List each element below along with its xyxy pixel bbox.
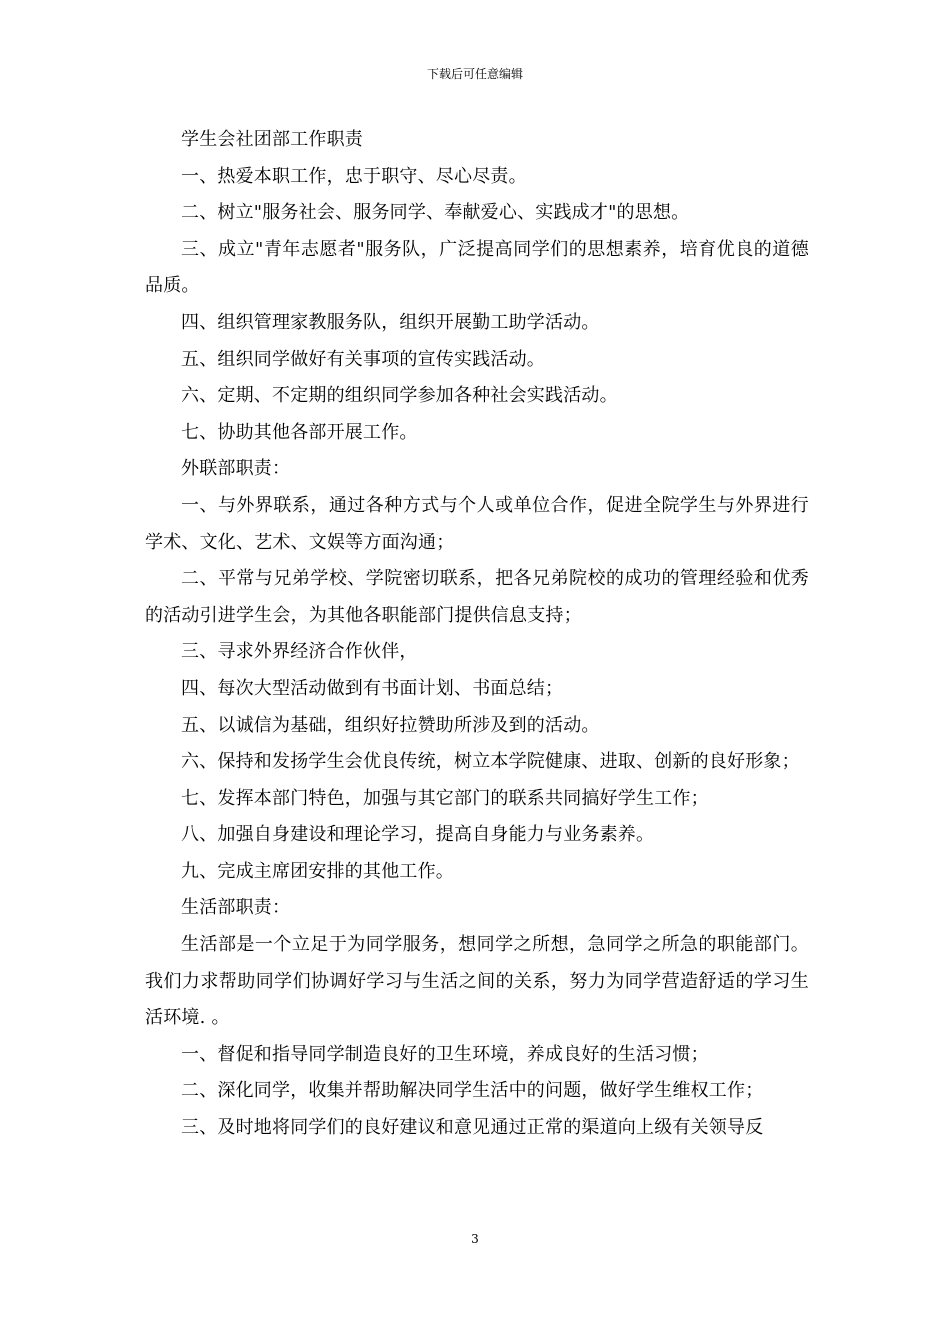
page-number: 3 — [471, 1232, 479, 1246]
paragraph: 五、组织同学做好有关事项的宣传实践活动。 — [181, 348, 545, 370]
paragraph: 三、成立"青年志愿者"服务队，广泛提高同学们的思想素养，培育优良的道德品质。 — [145, 238, 809, 297]
paragraph: 一、督促和指导同学制造良好的卫生环境，养成良好的生活习惯； — [181, 1043, 709, 1065]
page-header: 下载后可任意编辑 — [426, 67, 523, 81]
paragraph: 二、树立"服务社会、服务同学、奉献爱心、实践成才"的思想。 — [181, 202, 690, 224]
document-body — [145, 122, 809, 1147]
paragraph: 一、与外界联系，通过各种方式与个人或单位合作，促进全院学生与外界进行学术、文化、艺术、文娱等方面沟通； — [145, 494, 809, 553]
paragraph: 一、热爱本职工作，忠于职守、尽心尽责。 — [181, 165, 527, 187]
paragraph: 六、定期、不定期的组织同学参加各种社会实践活动。 — [181, 385, 618, 407]
paragraph: 八、加强自身建设和理论学习，提高自身能力与业务素养。 — [181, 824, 655, 846]
paragraph: 五、以诚信为基础，组织好拉赞助所涉及到的活动。 — [181, 714, 600, 736]
section-title-club-dept: 学生会社团部工作职责 — [181, 129, 363, 150]
section-title-liaison-dept: 外联部职责： — [181, 458, 291, 480]
section-title-life-dept: 生活部职责： — [181, 897, 291, 919]
paragraph: 四、组织管理家教服务队，组织开展勤工助学活动。 — [181, 311, 600, 333]
paragraph: 三、寻求外界经济合作伙伴， — [181, 641, 418, 663]
paragraph: 三、及时地将同学们的良好建议和意见通过正常的渠道向上级有关领导反 — [181, 1117, 764, 1139]
paragraph: 七、协助其他各部开展工作。 — [181, 421, 418, 443]
paragraph: 四、每次大型活动做到有书面计划、书面总结； — [181, 677, 564, 699]
paragraph: 九、完成主席团安排的其他工作。 — [181, 860, 454, 882]
paragraph: 二、深化同学，收集并帮助解决同学生活中的问题，做好学生维权工作； — [181, 1080, 764, 1102]
paragraph: 七、发挥本部门特色，加强与其它部门的联系共同搞好学生工作； — [181, 787, 709, 809]
paragraph: 六、保持和发扬学生会优良传统，树立本学院健康、进取、创新的良好形象； — [181, 751, 800, 773]
paragraph: 生活部是一个立足于为同学服务，想同学之所想，急同学之所急的职能部门。我们力求帮助同学们协调好学习与生活之间的关系，努力为同学营造舒适的学习生活环境. 。 — [145, 934, 809, 1029]
paragraph: 二、平常与兄弟学校、学院密切联系，把各兄弟院校的成功的管理经验和优秀的活动引进学生会，为其他各职能部门提供信息支持； — [145, 568, 809, 626]
